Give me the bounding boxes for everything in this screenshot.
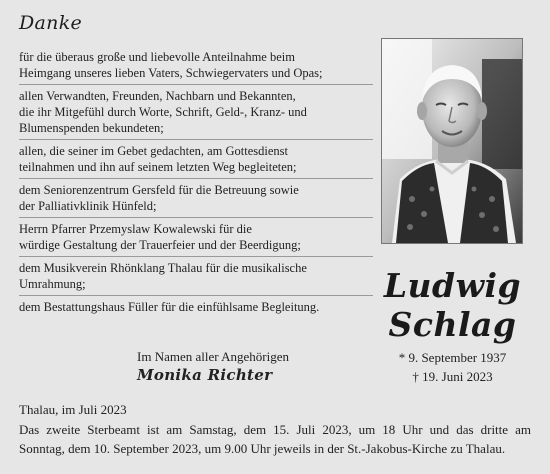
thanks-line: würdige Gestaltung der Trauerfeier und der Beerdigung; xyxy=(19,238,301,252)
thanks-item xyxy=(19,295,373,318)
deceased-first-name: Ludwig xyxy=(383,266,522,305)
birth-date: * 9. September 1937 xyxy=(398,350,507,365)
thanks-item xyxy=(19,217,373,256)
thanks-line: dem Musikverein Rhönklang Thalau für die musikalische xyxy=(19,261,307,275)
thanks-line: Umrahmung; xyxy=(19,277,86,291)
notice-heading: Danke xyxy=(19,12,83,34)
thanks-item xyxy=(19,256,373,295)
thanks-line: teilnahmen und ihn auf seinem letzten Weg begleiteten; xyxy=(19,160,297,174)
thanks-line: für die überaus große und liebevolle Anteilnahme beim xyxy=(19,50,295,64)
service-line-1: Das zweite Sterbeamt ist am Samstag, dem 15. Juli 2023, um 18 Uhr und das dritte am xyxy=(19,422,531,437)
thanks-line: dem Bestattungshaus Füller für die einfühlsame Begleitung. xyxy=(19,300,320,314)
thanks-item xyxy=(19,84,373,139)
thanks-list xyxy=(19,49,373,318)
thanks-item xyxy=(19,178,373,217)
service-line-2: Sonntag, dem 10. September 2023, um 9.00 Uhr jeweils in der St.-Jakobus-Kirche zu Thalau. xyxy=(19,441,506,456)
thanks-line: die ihr Mitgefühl durch Worte, Schrift, Geld-, Kranz- und xyxy=(19,105,307,119)
thanks-item xyxy=(19,139,373,178)
thanks-line: der Palliativklinik Hünfeld; xyxy=(19,199,157,213)
signature-intro: Im Namen aller Angehörigen xyxy=(137,349,289,364)
thanks-line: Heimgang unseres lieben Vaters, Schwiegervaters und Opas; xyxy=(19,66,323,80)
portrait-image xyxy=(382,39,522,243)
portrait-photo xyxy=(381,38,523,244)
thanks-line: dem Seniorenzentrum Gersfeld für die Betreuung sowie xyxy=(19,183,299,197)
thanks-line: Blumenspenden bekundeten; xyxy=(19,121,164,135)
thanks-item xyxy=(19,49,373,84)
memorial-service-info xyxy=(19,420,531,458)
signature-name: Monika Richter xyxy=(137,366,273,384)
thanks-line: allen Verwandten, Freunden, Nachbarn und Bekannten, xyxy=(19,89,296,103)
death-date: † 19. Juni 2023 xyxy=(412,369,493,384)
deceased-last-name: Schlag xyxy=(388,305,517,344)
thanks-line: Herrn Pfarrer Przemyslaw Kowalewski für die xyxy=(19,222,252,236)
thanks-line: allen, die seiner im Gebet gedachten, am Gottesdienst xyxy=(19,144,289,158)
place-date: Thalau, im Juli 2023 xyxy=(19,402,127,417)
